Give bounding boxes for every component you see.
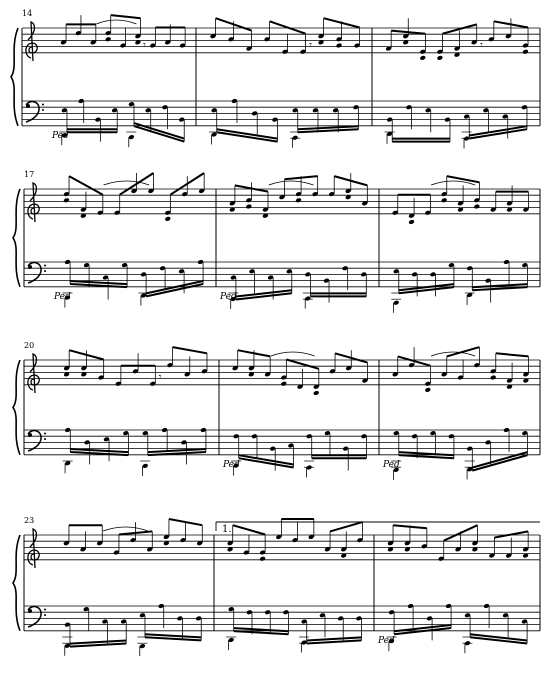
eighth-rest-icon: 𝄾 xyxy=(158,372,162,383)
volta-label: 1. xyxy=(222,524,232,535)
pedal-mark: Ped xyxy=(378,635,395,646)
measure-number: 23 xyxy=(24,516,35,525)
eighth-rest-icon: 𝄾 xyxy=(143,40,146,51)
bass-clef-dot xyxy=(42,109,44,111)
slur xyxy=(431,181,475,185)
treble-beam xyxy=(286,360,318,369)
grand-staff-brace xyxy=(13,535,20,631)
slur xyxy=(271,352,315,356)
slur xyxy=(103,527,148,531)
bass-clef-dot xyxy=(28,609,32,613)
pedal-mark: Ped xyxy=(383,459,400,470)
bass-clef-dot xyxy=(26,104,30,108)
treble-note-head xyxy=(63,197,70,203)
pedal-mark: Ped xyxy=(52,130,69,141)
eighth-rest-icon: 𝄾 xyxy=(480,40,483,51)
bass-clef-dot xyxy=(44,270,46,272)
grand-staff-brace xyxy=(13,189,20,287)
treble-beam xyxy=(233,525,265,534)
treble-note-head xyxy=(437,55,444,61)
treble-note-head xyxy=(336,43,343,49)
treble-note-head xyxy=(105,36,112,42)
eighth-rest-icon: 𝄾 xyxy=(309,40,312,51)
measure-number: 14 xyxy=(22,9,33,18)
bass-beam xyxy=(146,284,203,296)
slur xyxy=(104,181,150,185)
treble-note-head xyxy=(295,197,302,203)
treble-beam xyxy=(494,531,528,537)
treble-beam xyxy=(270,21,306,33)
treble-note-head xyxy=(419,55,426,61)
treble-note-head xyxy=(522,49,529,55)
measure-number: 20 xyxy=(24,341,35,350)
bass-clef-dot xyxy=(44,438,46,440)
treble-note-head xyxy=(408,219,415,225)
bass-clef-dot xyxy=(44,265,46,267)
treble-beam xyxy=(496,353,529,356)
treble-beam xyxy=(330,522,362,531)
bass-clef-dot xyxy=(28,265,32,269)
slur xyxy=(269,181,314,185)
bass-clef-dot xyxy=(42,104,44,106)
treble-note-head xyxy=(246,204,253,210)
treble-beam xyxy=(173,347,207,353)
bass-clef-dot xyxy=(44,609,46,611)
treble-note-head xyxy=(259,556,266,562)
pedal-mark: Ped xyxy=(220,291,237,302)
bass-clef-dot xyxy=(44,433,46,435)
treble-note-head xyxy=(164,216,171,222)
bass-clef-dot xyxy=(44,614,46,616)
slur xyxy=(96,20,136,24)
grand-staff-brace xyxy=(13,360,20,455)
grand-staff-brace xyxy=(11,28,18,126)
pedal-mark: Ped xyxy=(54,291,71,302)
treble-beam xyxy=(111,15,141,18)
bass-clef-dot xyxy=(28,433,32,437)
bass-beam xyxy=(472,455,527,471)
measure-number: 17 xyxy=(24,170,35,179)
bass-beam xyxy=(146,281,203,293)
treble-note-head xyxy=(490,375,497,381)
treble-note-head xyxy=(474,204,481,210)
pedal-mark: Ped xyxy=(223,459,240,470)
treble-note-head xyxy=(313,390,320,396)
bass-beam xyxy=(134,126,184,142)
treble-note-head xyxy=(425,387,432,393)
treble-note-head xyxy=(280,381,287,387)
treble-note-head xyxy=(441,197,448,203)
